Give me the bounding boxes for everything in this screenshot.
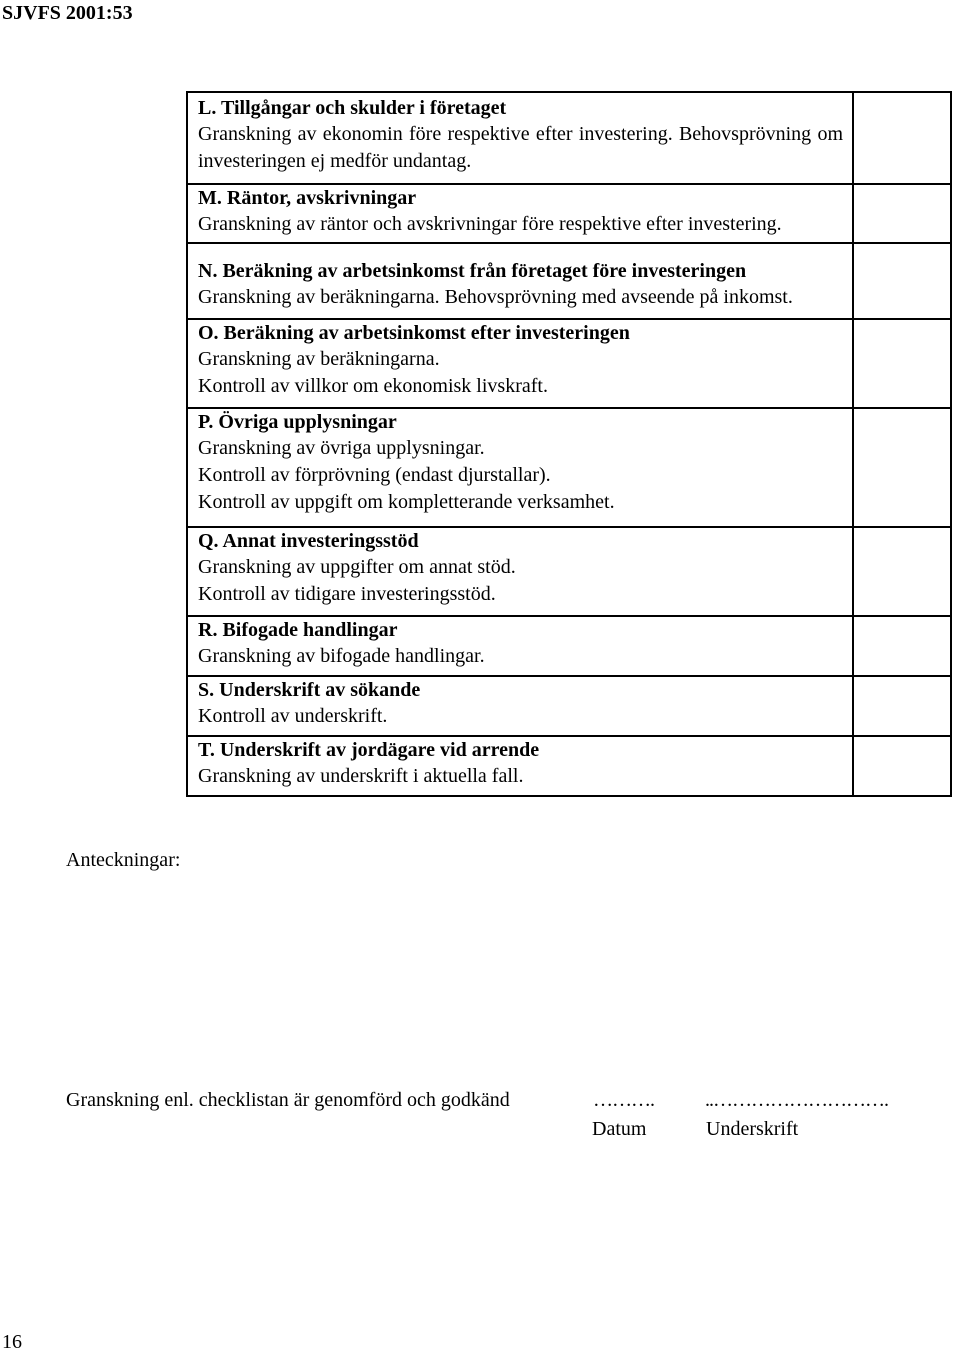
section-N — [188, 244, 852, 311]
section-text: Granskning av underskrift i aktuella fall. — [198, 765, 524, 788]
section-text: Granskning av beräkningarna. — [198, 347, 440, 370]
page-number: 16 — [2, 1331, 22, 1353]
section-cell — [187, 319, 853, 408]
section-title: Q. Annat investeringsstöd — [198, 529, 419, 552]
section-R — [188, 617, 852, 670]
check-cell — [853, 184, 951, 244]
signature-field[interactable]: ..………………………. — [705, 1089, 888, 1111]
check-cell — [853, 92, 951, 184]
section-title: T. Underskrift av jordägare vid arrende — [198, 739, 540, 762]
section-Q — [188, 528, 852, 608]
section-text: Granskning av beräkningarna. Behovsprövning med avseende på inkomst. — [198, 286, 793, 309]
date-field[interactable]: ………. — [593, 1089, 654, 1111]
section-text: Granskning av bifogade handlingar. — [198, 645, 485, 668]
section-cell — [187, 184, 853, 244]
section-title: N. Beräkning av arbetsinkomst från företaget före investeringen — [198, 260, 747, 283]
section-P — [188, 409, 852, 516]
section-M — [188, 185, 852, 238]
table-row — [187, 243, 951, 318]
section-text: Kontroll av uppgift om kompletterande verksamhet. — [198, 491, 615, 514]
section-title: S. Underskrift av sökande — [198, 679, 421, 702]
section-text: Granskning av övriga upplysningar. — [198, 437, 485, 460]
section-cell — [187, 676, 853, 736]
document-code: SJVFS 2001:53 — [2, 2, 133, 24]
section-text: Granskning av ekonomin före respektive efter investering. Behovsprövning om investeringen ej medför undantag. — [198, 123, 843, 172]
section-text: Kontroll av tidigare investeringsstöd. — [198, 582, 496, 605]
check-cell — [853, 676, 951, 736]
section-title: R. Bifogade handlingar — [198, 619, 398, 642]
table-row — [187, 184, 951, 244]
section-text: Granskning av räntor och avskrivningar före respektive efter investering. — [198, 212, 782, 235]
checklist-table — [186, 91, 952, 797]
section-cell — [187, 408, 853, 527]
check-cell — [853, 736, 951, 796]
section-title: O. Beräkning av arbetsinkomst efter investeringen — [198, 321, 630, 344]
table-row — [187, 92, 951, 184]
section-cell — [187, 616, 853, 676]
section-S — [188, 677, 852, 730]
check-cell — [853, 527, 951, 616]
table-row — [187, 319, 951, 408]
notes-label: Anteckningar: — [66, 849, 181, 871]
section-text: Kontroll av förprövning (endast djurstallar). — [198, 464, 551, 487]
table-row — [187, 616, 951, 676]
table-row — [187, 736, 951, 796]
check-cell — [853, 616, 951, 676]
check-cell — [853, 319, 951, 408]
section-cell — [187, 92, 853, 184]
section-text: Granskning av uppgifter om annat stöd. — [198, 555, 516, 578]
check-cell — [853, 408, 951, 527]
section-text: Kontroll av underskrift. — [198, 705, 388, 728]
section-L — [188, 93, 852, 175]
check-cell — [853, 243, 951, 318]
section-title: P. Övriga upplysningar — [198, 411, 397, 434]
signature-label: Underskrift — [706, 1118, 799, 1140]
table-row — [187, 676, 951, 736]
section-cell — [187, 736, 853, 796]
section-text: Kontroll av villkor om ekonomisk livskraft. — [198, 374, 548, 397]
section-cell — [187, 527, 853, 616]
section-title: M. Räntor, avskrivningar — [198, 186, 417, 209]
date-label: Datum — [592, 1118, 647, 1140]
section-O — [188, 320, 852, 400]
section-title: L. Tillgångar och skulder i företaget — [198, 97, 507, 119]
table-row — [187, 527, 951, 616]
section-T — [188, 737, 852, 790]
table-row — [187, 408, 951, 527]
section-cell — [187, 243, 853, 318]
approval-statement: Granskning enl. checklistan är genomförd och godkänd — [66, 1089, 510, 1111]
